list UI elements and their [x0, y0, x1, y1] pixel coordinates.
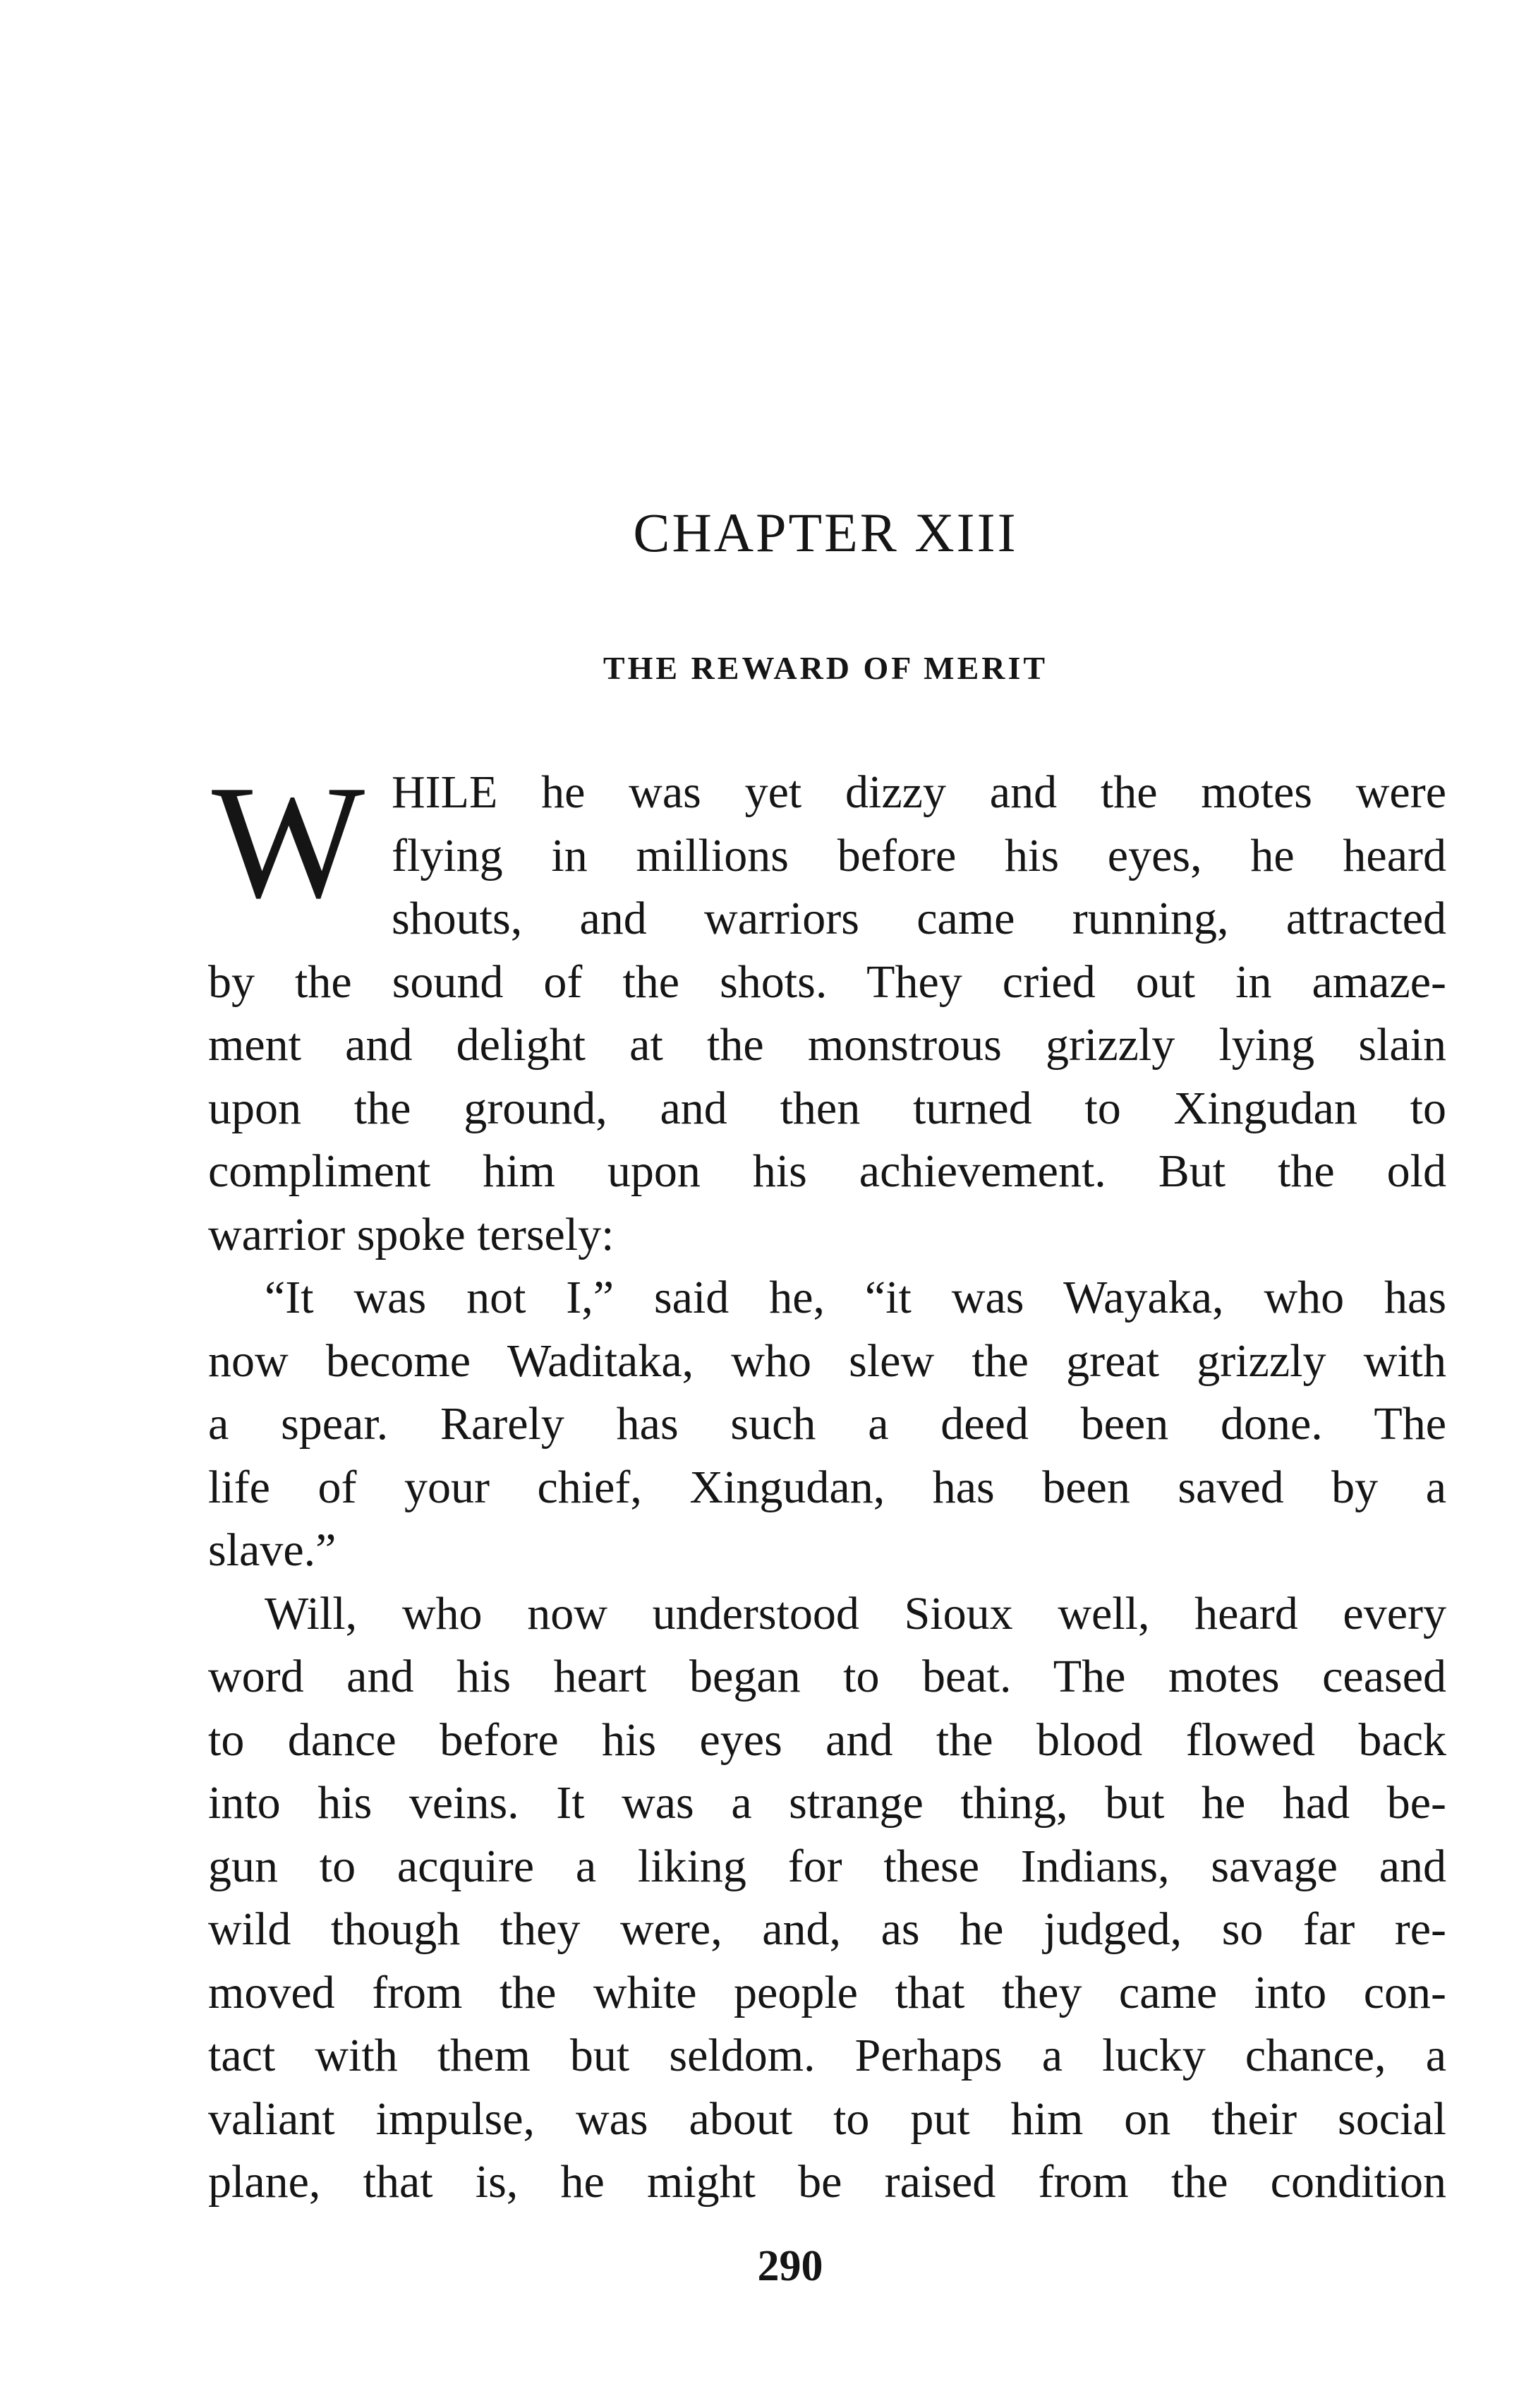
text-line: flying in millions before his eyes, he heard: [392, 829, 1446, 881]
text-line: wild though they were, and, as he judged, so far re-: [208, 1903, 1446, 1955]
text-line: word and his heart began to beat. The motes ceased: [208, 1651, 1446, 1702]
text-line: warrior spoke tersely:: [208, 1208, 615, 1260]
text-line: a spear. Rarely has such a deed been done. The: [208, 1398, 1446, 1450]
text-line: ment and delight at the monstrous grizzly lying slain: [208, 1019, 1446, 1071]
text-line: upon the ground, and then turned to Xingudan to: [208, 1082, 1446, 1134]
chapter-number: CHAPTER XIII: [633, 502, 1018, 563]
page-number: 290: [757, 2242, 823, 2290]
text-line: slave.”: [208, 1524, 337, 1576]
text-line: tact with them but seldom. Perhaps a lucky chance, a: [208, 2030, 1446, 2081]
text-line: Will, who now understood Sioux well, heard every: [265, 1587, 1446, 1639]
text-line: life of your chief, Xingudan, has been saved by a: [208, 1461, 1446, 1513]
text-line: into his veins. It was a strange thing, but he had be-: [208, 1777, 1446, 1829]
text-line: moved from the white people that they came into con-: [208, 1966, 1446, 2018]
text-line: “It was not I,” said he, “it was Wayaka, who has: [265, 1272, 1446, 1323]
text-line: valiant impulse, was about to put him on their social: [208, 2093, 1446, 2145]
text-line: now become Waditaka, who slew the great grizzly with: [208, 1335, 1446, 1387]
text-line: HILE he was yet dizzy and the motes were: [392, 766, 1446, 818]
chapter-title: THE REWARD OF MERIT: [603, 650, 1048, 686]
text-line: to dance before his eyes and the blood flowed back: [208, 1714, 1446, 1766]
text-line: shouts, and warriors came running, attracted: [392, 893, 1446, 944]
text-line: plane, that is, he might be raised from the condition: [208, 2156, 1446, 2208]
drop-cap: W: [212, 752, 365, 932]
body-text: [208, 752, 1446, 2214]
text-line: gun to acquire a liking for these Indians, savage and: [208, 1840, 1446, 1892]
text-line: compliment him upon his achievement. But the old: [208, 1145, 1446, 1197]
text-line: by the sound of the shots. They cried out in amaze-: [208, 956, 1446, 1008]
